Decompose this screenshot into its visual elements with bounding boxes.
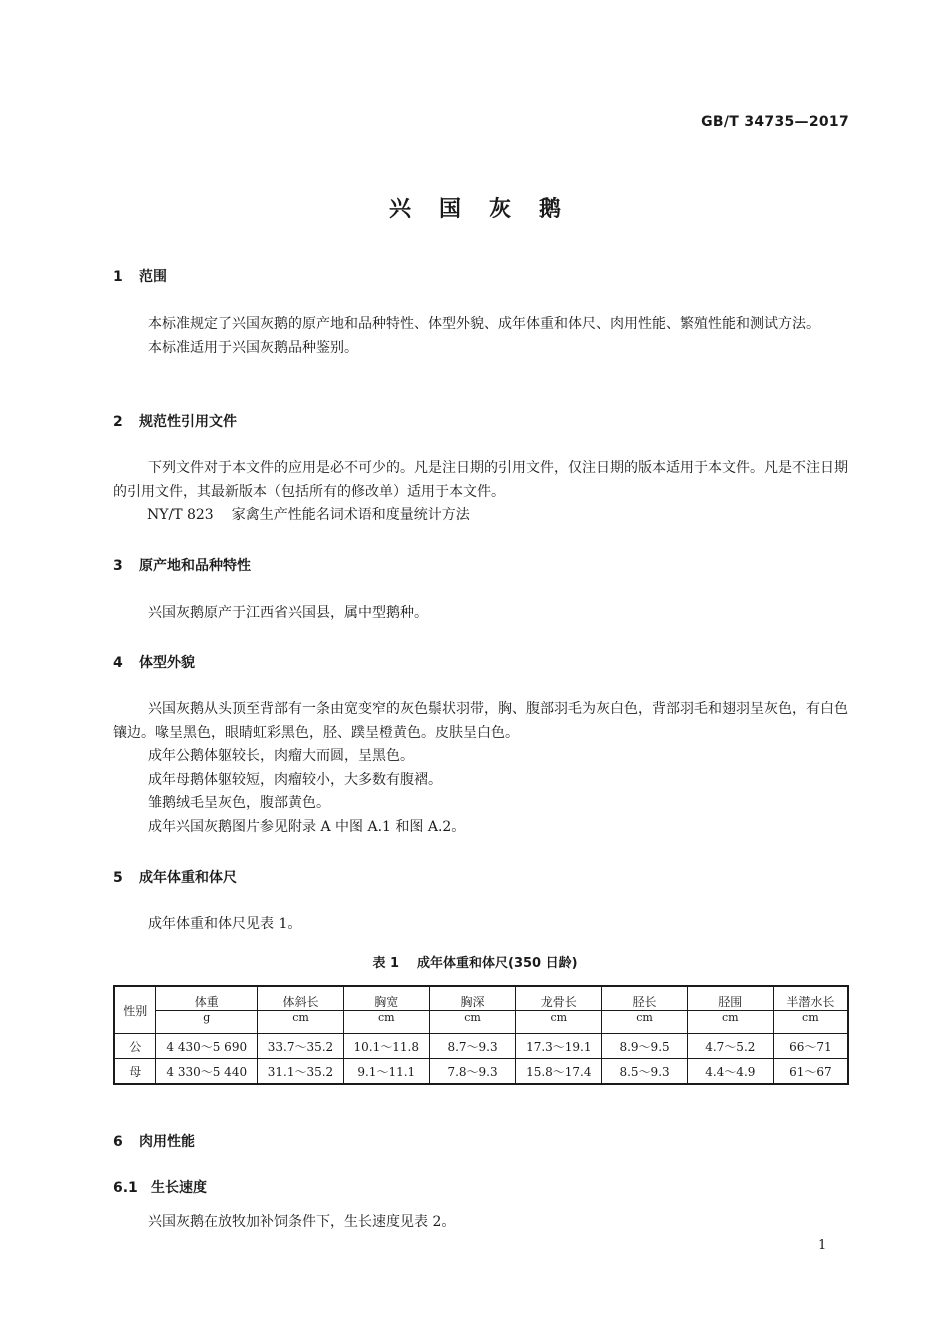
column-unit: cm (602, 1011, 688, 1034)
section-6-1-body (113, 1211, 850, 1235)
table-cell: 33.7～35.2 (258, 1034, 344, 1059)
paragraph: 雏鹅绒毛呈灰色，腹部黄色。 (148, 795, 330, 811)
column-unit: cm (687, 1011, 773, 1034)
section-title: 规范性引用文件 (139, 414, 237, 430)
table-number: 表 1 (372, 956, 400, 971)
column-header: 胸深 (429, 986, 516, 1011)
column-header: 胸宽 (343, 986, 429, 1011)
table-row (114, 1059, 848, 1085)
column-unit: cm (516, 1011, 602, 1034)
table-cell: 66～71 (773, 1034, 848, 1059)
paragraph: 成年母鹅体躯较短，肉瘤较小，大多数有腹褶。 (148, 771, 442, 788)
section-6-heading (113, 1131, 195, 1151)
column-unit: cm (773, 1011, 848, 1034)
section-number: 2 (113, 414, 123, 430)
table-cell: 7.8～9.3 (429, 1059, 516, 1085)
paragraph: 成年兴国灰鹅图片参见附录 A 中图 A.1 和图 A.2。 (148, 818, 466, 835)
table-cell: 8.9～9.5 (602, 1034, 688, 1059)
document-title: 兴国灰鹅 (388, 197, 589, 222)
column-unit: g (156, 1011, 258, 1034)
section-title: 原产地和品种特性 (139, 558, 251, 574)
section-1-body (113, 313, 850, 360)
column-unit: cm (343, 1011, 429, 1034)
paragraph: 兴国灰鹅从头顶至背部有一条由宽变窄的灰色鬃状羽带，胸、腹部羽毛为灰白色，背部羽毛和翅羽呈灰色，有白色镶边。喙呈黑色，眼睛虹彩黑色，胫、蹼呈橙黄色。皮肤呈白色。 (113, 701, 848, 741)
column-header: 体重 (156, 986, 258, 1011)
section-title: 肉用性能 (139, 1134, 195, 1150)
reference-title: 家禽生产性能名词术语和度量统计方法 (231, 507, 470, 523)
page-number: 1 (818, 1238, 827, 1253)
section-2-body (113, 457, 850, 504)
table-unit-row (114, 1011, 848, 1034)
table-cell: 15.8～17.4 (516, 1059, 602, 1085)
section-number: 4 (113, 655, 123, 671)
table-row (114, 1034, 848, 1059)
paragraph: 本标准适用于兴国灰鹅品种鉴别。 (148, 339, 358, 356)
paragraph: 下列文件对于本文件的应用是必不可少的。凡是注日期的引用文件，仅注日期的版本适用于本文件。凡是不注日期的引用文件，其最新版本（包括所有的修改单）适用于本文件。 (113, 460, 848, 500)
section-number: 1 (113, 269, 123, 285)
section-number: 5 (113, 870, 123, 886)
section-title: 体型外貌 (139, 655, 195, 671)
table-cell: 4 330～5 440 (156, 1059, 258, 1085)
standard-code: GB/T 34735—2017 (701, 114, 849, 130)
table-cell: 4.7～5.2 (687, 1034, 773, 1059)
normative-reference (147, 504, 470, 528)
section-title: 成年体重和体尺 (139, 870, 237, 886)
table-1 (113, 985, 849, 1085)
table-1-caption (0, 952, 950, 971)
section-6-1-heading (113, 1177, 207, 1197)
column-header: 龙骨长 (516, 986, 602, 1011)
table-cell: 31.1～35.2 (258, 1059, 344, 1085)
table-cell: 8.5～9.3 (602, 1059, 688, 1085)
paragraph: 成年公鹅体躯较长，肉瘤大而圆，呈黑色。 (148, 748, 414, 764)
section-3-body (113, 602, 850, 626)
table-cell: 4 430～5 690 (156, 1034, 258, 1059)
column-header: 半潜水长 (773, 986, 848, 1011)
section-number: 6.1 (113, 1180, 138, 1196)
table-cell: 10.1～11.8 (343, 1034, 429, 1059)
table-cell: 4.4～4.9 (687, 1059, 773, 1085)
section-title: 生长速度 (151, 1180, 207, 1196)
section-number: 6 (113, 1134, 123, 1150)
paragraph: 成年体重和体尺见表 1。 (148, 916, 302, 932)
section-number: 3 (113, 558, 123, 574)
column-unit: cm (429, 1011, 516, 1034)
paragraph: 本标准规定了兴国灰鹅的原产地和品种特性、体型外貌、成年体重和体尺、肉用性能、繁殖性能和测试方法。 (148, 316, 820, 332)
reference-code: NY/T 823 (147, 507, 214, 523)
table-cell: 8.7～9.3 (429, 1034, 516, 1059)
section-1-heading (113, 266, 167, 286)
section-5-heading (113, 867, 237, 887)
section-title: 范围 (139, 269, 167, 285)
sex-cell: 公 (114, 1034, 156, 1059)
section-4-heading (113, 652, 195, 672)
section-5-body (113, 913, 850, 937)
paragraph: 兴国灰鹅在放牧加补饲条件下，生长速度见表 2。 (148, 1214, 456, 1230)
sex-cell: 母 (114, 1059, 156, 1085)
table-cell: 61～67 (773, 1059, 848, 1085)
column-header: 胫围 (687, 986, 773, 1011)
table-header-row (114, 986, 848, 1011)
section-3-heading (113, 555, 251, 575)
section-4-body (113, 698, 850, 839)
column-header: 胫长 (602, 986, 688, 1011)
sex-header: 性别 (114, 986, 156, 1034)
paragraph: 兴国灰鹅原产于江西省兴国县，属中型鹅种。 (148, 605, 428, 621)
section-2-heading (113, 411, 237, 431)
table-caption-text: 成年体重和体尺(350 日龄) (417, 956, 578, 971)
table-cell: 9.1～11.1 (343, 1059, 429, 1085)
table-cell: 17.3～19.1 (516, 1034, 602, 1059)
column-unit: cm (258, 1011, 344, 1034)
column-header: 体斜长 (258, 986, 344, 1011)
